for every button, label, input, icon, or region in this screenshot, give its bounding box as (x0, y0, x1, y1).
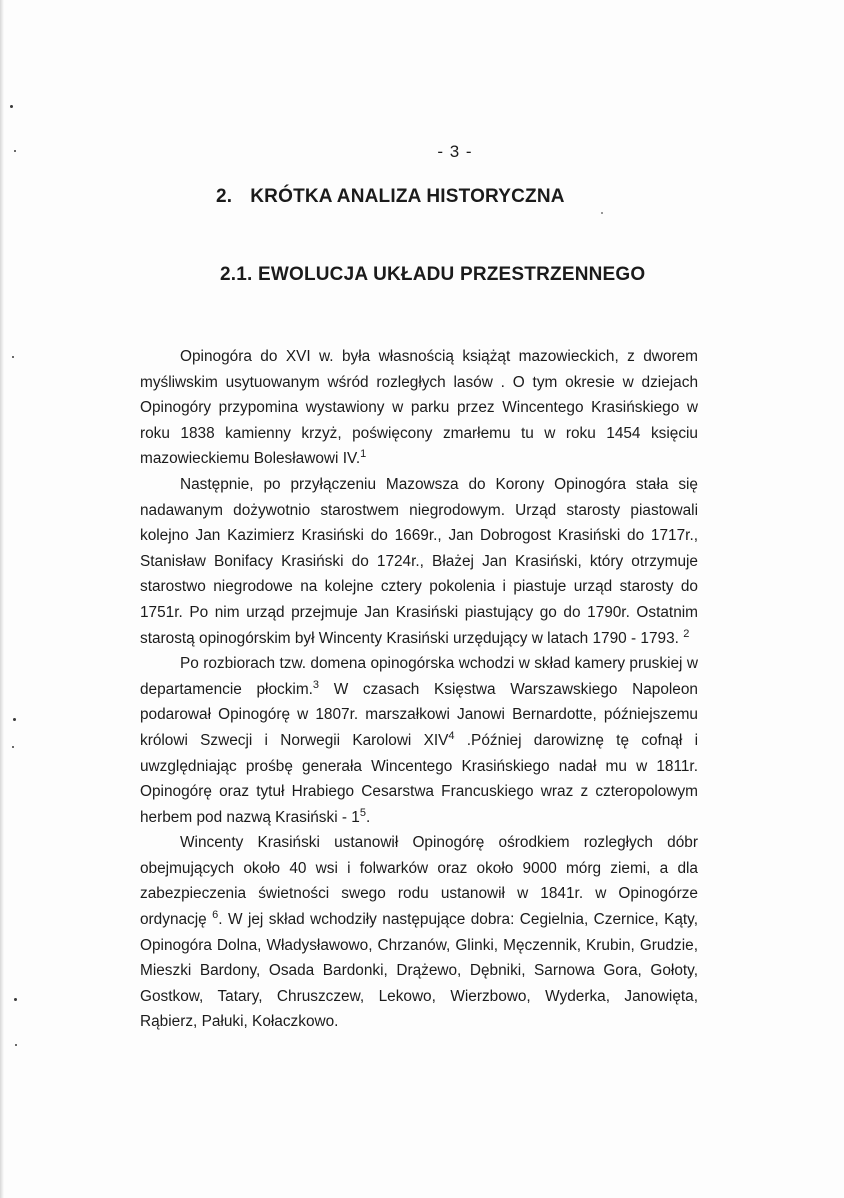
paragraph-text: W czasach Księstwa Warszawskiego Napoleon podarował Opinogórę w 1807r. marszałkowi Janowi Bernardotte, późniejszemu królowi Szwecji i Norwegii Karolowi XIV (140, 680, 698, 749)
scan-speck (15, 1044, 17, 1046)
paragraph-text: Opinogóra do XVI w. była własnością książąt mazowieckich, z dworem myśliwskim usytuowanym wśród rozległych lasów . O tym okresie w dziejach Opinogóry przypomina wystawiony w parku przez Wincentego Krasińskiego w roku 1838 kamienny krzyż, poświęcony zmarłemu tu w roku 1454 księciu mazowieckiemu Bolesławowi IV. (140, 348, 698, 468)
scan-speck (13, 718, 16, 721)
section-title: KRÓTKA ANALIZA HISTORYCZNA (250, 186, 565, 207)
scan-speck (601, 212, 603, 214)
paragraph (140, 830, 698, 1035)
footnote-marker: 3 (312, 678, 320, 691)
scan-speck (10, 105, 13, 108)
section-heading (216, 186, 565, 208)
paragraph-text: . W jej skład wchodziły następujące dobra: Cegielnia, Czernice, Kąty, Opinogóra Dolna, Władysławowo, Chrzanów, Glinki, Męczennik, Krubin, Grudzie, Mieszki Bardony, Osada Bardonki, Drążewo, Dębniki, Sarnowa Gora, Gołoty, Gostkow, Tatary, Chruszczew, Lekowo, Wierzbowo, Wyderka, Janowięta, Rąbierz, Pałuki, Kołaczkowo. (140, 911, 699, 1031)
scan-speck (14, 998, 17, 1001)
paragraph-text: .Później darowiznę tę cofnął i uwzględniając prośbę generała Wincentego Krasińskiego nadał mu w 1811r. Opinogórę oraz tytuł Hrabiego Cesarstwa Francuskiego wraz z czteropolowym herbem pod nazwą Krasiński - 1 (140, 731, 698, 826)
footnote-marker: 1 (360, 448, 367, 461)
footnote-marker: 5 (359, 806, 366, 819)
paragraph-text: . (365, 808, 371, 826)
section-number: 2. (216, 186, 233, 207)
footnote-marker: 4 (448, 729, 455, 742)
paragraph (140, 472, 698, 651)
scan-speck (12, 356, 14, 358)
paragraph-text: Po rozbiorach tzw. domena opinogórska wchodzi w skład kamery pruskiej w departamencie płockim. (140, 655, 698, 698)
paragraph-text: Wincenty Krasiński ustanowił Opinogórę ośrodkiem rozległych dóbr obejmujących około 40 wsi i folwarków oraz około 9000 mórg ziemi, a dla zabezpieczenia świetności swego rodu ustanowił w 1841r. w Opinogórze ordynację (140, 834, 698, 929)
paragraph-text: Następnie, po przyłączeniu Mazowsza do Korony Opinogóra stała się nadawanym dożywotnio starostwem niegrodowym. Urząd starosty piastowali kolejno Jan Kazimierz Krasiński do 1669r., Jan Dobrogost Krasiński do 1717r., Stanisław Bonifacy Krasiński do 1724r., Błażej Jan Krasiński, który otrzymuje starostwo niegrodowe na kolejne cztery pokolenia i piastuje urząd starosty do 1751r. Po nim urząd przejmuje Jan Krasiński piastujący go do 1790r. Ostatnim starostą opinogórskim był Wincenty Krasiński urzędujący w latach 1790 - 1793. (140, 475, 698, 647)
footnote-marker: 2 (683, 627, 690, 640)
body-text (140, 344, 698, 1035)
footnote-marker: 6 (212, 909, 219, 922)
paragraph (140, 344, 698, 472)
scan-speck (12, 746, 14, 748)
scan-edge-shadow (0, 0, 4, 1198)
subsection-heading: 2.1. EWOLUCJA UKŁADU PRZESTRZENNEGO (220, 264, 646, 285)
page-number: - 3 - (437, 142, 473, 161)
paragraph (140, 651, 698, 830)
